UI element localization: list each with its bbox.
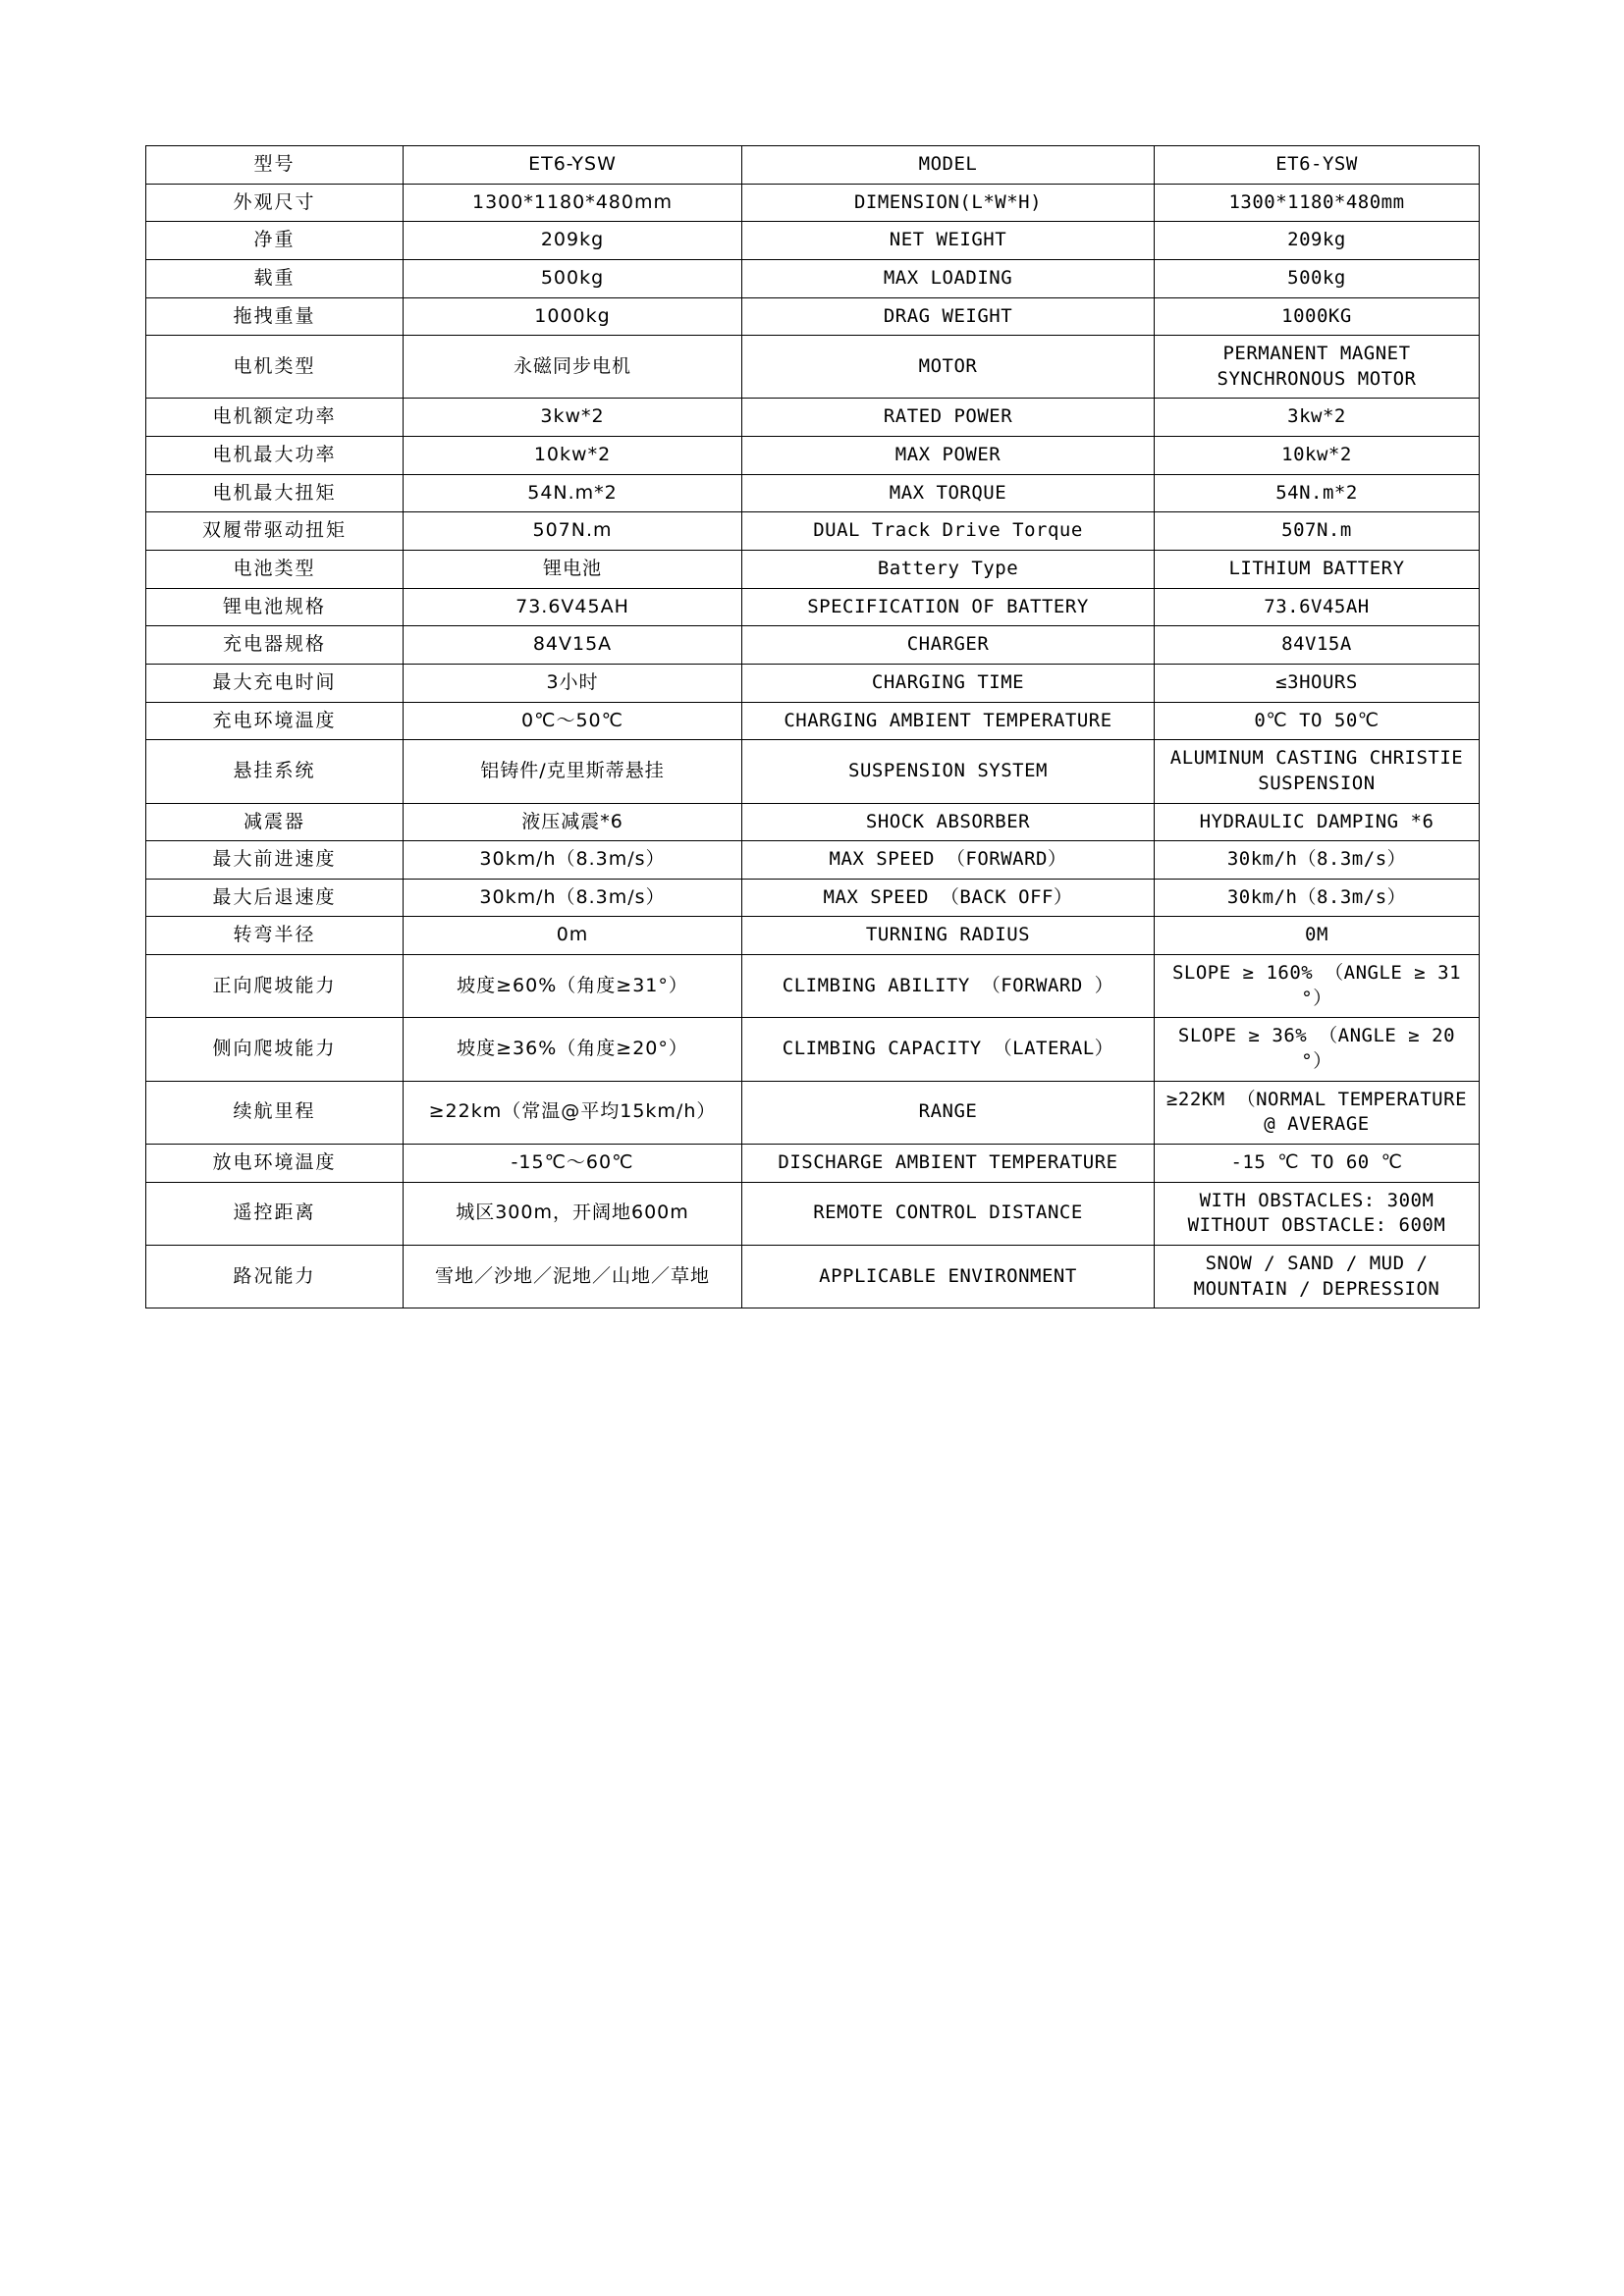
spec-label-en: DRAG WEIGHT bbox=[742, 297, 1155, 336]
spec-label-en: DIMENSION(L*W*H) bbox=[742, 184, 1155, 222]
spec-label-en: APPLICABLE ENVIRONMENT bbox=[742, 1245, 1155, 1308]
table-row bbox=[146, 1018, 1480, 1081]
table-row bbox=[146, 222, 1480, 260]
table-row bbox=[146, 803, 1480, 841]
table-row bbox=[146, 664, 1480, 702]
spec-value-en: 500kg bbox=[1155, 259, 1480, 297]
spec-label-cn: 续航里程 bbox=[146, 1081, 404, 1144]
table-row bbox=[146, 297, 1480, 336]
spec-label-cn: 型号 bbox=[146, 146, 404, 185]
table-row bbox=[146, 551, 1480, 589]
spec-label-cn: 转弯半径 bbox=[146, 917, 404, 955]
spec-label-cn: 载重 bbox=[146, 259, 404, 297]
spec-value-cn: 城区300m，开阔地600m bbox=[404, 1182, 742, 1245]
spec-label-cn: 外观尺寸 bbox=[146, 184, 404, 222]
spec-value-cn: 10kw*2 bbox=[404, 437, 742, 475]
spec-label-en: NET WEIGHT bbox=[742, 222, 1155, 260]
spec-value-en: 84V15A bbox=[1155, 626, 1480, 665]
spec-value-cn: 30km/h（8.3m/s） bbox=[404, 841, 742, 880]
spec-value-en: 0M bbox=[1155, 917, 1480, 955]
spec-label-cn: 电机最大功率 bbox=[146, 437, 404, 475]
table-row bbox=[146, 1144, 1480, 1182]
spec-label-cn: 悬挂系统 bbox=[146, 740, 404, 803]
spec-label-cn: 充电环境温度 bbox=[146, 702, 404, 740]
spec-label-en: DUAL Track Drive Torque bbox=[742, 512, 1155, 551]
spec-label-cn: 减震器 bbox=[146, 803, 404, 841]
spec-label-en: CHARGER bbox=[742, 626, 1155, 665]
spec-label-cn: 电池类型 bbox=[146, 551, 404, 589]
spec-value-cn: 雪地／沙地／泥地／山地／草地 bbox=[404, 1245, 742, 1308]
spec-value-en: 0℃ TO 50℃ bbox=[1155, 702, 1480, 740]
spec-value-en: ≤3HOURS bbox=[1155, 664, 1480, 702]
spec-value-cn: 54N.m*2 bbox=[404, 474, 742, 512]
spec-label-cn: 电机额定功率 bbox=[146, 399, 404, 437]
spec-value-cn: 1000kg bbox=[404, 297, 742, 336]
spec-label-en: CHARGING AMBIENT TEMPERATURE bbox=[742, 702, 1155, 740]
table-row bbox=[146, 259, 1480, 297]
table-row bbox=[146, 1245, 1480, 1308]
table-row bbox=[146, 917, 1480, 955]
table-row bbox=[146, 702, 1480, 740]
spec-label-cn: 放电环境温度 bbox=[146, 1144, 404, 1182]
spec-value-en: SNOW / SAND / MUD / MOUNTAIN / DEPRESSION bbox=[1155, 1245, 1480, 1308]
table-row bbox=[146, 740, 1480, 803]
table-row bbox=[146, 955, 1480, 1018]
table-row bbox=[146, 626, 1480, 665]
spec-label-cn: 最大前进速度 bbox=[146, 841, 404, 880]
spec-label-en: RANGE bbox=[742, 1081, 1155, 1144]
spec-value-en: HYDRAULIC DAMPING *6 bbox=[1155, 803, 1480, 841]
spec-label-cn: 电机类型 bbox=[146, 336, 404, 399]
spec-value-cn: 500kg bbox=[404, 259, 742, 297]
spec-value-en: ALUMINUM CASTING CHRISTIE SUSPENSION bbox=[1155, 740, 1480, 803]
spec-value-cn: 0℃～50℃ bbox=[404, 702, 742, 740]
table-row bbox=[146, 146, 1480, 185]
spec-value-en: -15 ℃ TO 60 ℃ bbox=[1155, 1144, 1480, 1182]
spec-value-en: WITH OBSTACLES: 300M WITHOUT OBSTACLE: 600M bbox=[1155, 1182, 1480, 1245]
spec-label-en: DISCHARGE AMBIENT TEMPERATURE bbox=[742, 1144, 1155, 1182]
spec-value-en: PERMANENT MAGNET SYNCHRONOUS MOTOR bbox=[1155, 336, 1480, 399]
table-row bbox=[146, 474, 1480, 512]
spec-label-en: MAX POWER bbox=[742, 437, 1155, 475]
spec-label-en: CHARGING TIME bbox=[742, 664, 1155, 702]
spec-value-en: LITHIUM BATTERY bbox=[1155, 551, 1480, 589]
specification-table bbox=[145, 145, 1480, 1308]
spec-value-cn: 73.6V45AH bbox=[404, 588, 742, 626]
spec-value-en: SLOPE ≥ 160% （ANGLE ≥ 31 °） bbox=[1155, 955, 1480, 1018]
spec-label-en: CLIMBING CAPACITY （LATERAL） bbox=[742, 1018, 1155, 1081]
spec-label-cn: 锂电池规格 bbox=[146, 588, 404, 626]
spec-label-cn: 充电器规格 bbox=[146, 626, 404, 665]
spec-value-cn: ≥22km（常温@平均15km/h） bbox=[404, 1081, 742, 1144]
spec-label-en: SHOCK ABSORBER bbox=[742, 803, 1155, 841]
spec-label-en: CLIMBING ABILITY （FORWARD ） bbox=[742, 955, 1155, 1018]
spec-label-en: SPECIFICATION OF BATTERY bbox=[742, 588, 1155, 626]
table-row bbox=[146, 879, 1480, 917]
spec-value-en: 54N.m*2 bbox=[1155, 474, 1480, 512]
spec-label-en: MAX SPEED （FORWARD） bbox=[742, 841, 1155, 880]
spec-value-cn: 209kg bbox=[404, 222, 742, 260]
spec-value-en: ≥22KM （NORMAL TEMPERATURE @ AVERAGE bbox=[1155, 1081, 1480, 1144]
spec-value-en: 30km/h（8.3m/s） bbox=[1155, 879, 1480, 917]
spec-label-cn: 最大充电时间 bbox=[146, 664, 404, 702]
spec-value-cn: 坡度≥60%（角度≥31°） bbox=[404, 955, 742, 1018]
spec-label-cn: 正向爬坡能力 bbox=[146, 955, 404, 1018]
spec-label-en: TURNING RADIUS bbox=[742, 917, 1155, 955]
table-row bbox=[146, 1182, 1480, 1245]
spec-value-cn: 坡度≥36%（角度≥20°） bbox=[404, 1018, 742, 1081]
spec-label-en: RATED POWER bbox=[742, 399, 1155, 437]
spec-value-en: 10kw*2 bbox=[1155, 437, 1480, 475]
spec-label-cn: 最大后退速度 bbox=[146, 879, 404, 917]
spec-value-en: SLOPE ≥ 36% （ANGLE ≥ 20 °） bbox=[1155, 1018, 1480, 1081]
spec-value-cn: 锂电池 bbox=[404, 551, 742, 589]
spec-label-en: MODEL bbox=[742, 146, 1155, 185]
spec-label-cn: 路况能力 bbox=[146, 1245, 404, 1308]
table-row bbox=[146, 841, 1480, 880]
spec-label-cn: 双履带驱动扭矩 bbox=[146, 512, 404, 551]
spec-value-en: 209kg bbox=[1155, 222, 1480, 260]
spec-value-en: 1300*1180*480mm bbox=[1155, 184, 1480, 222]
spec-value-cn: 30km/h（8.3m/s） bbox=[404, 879, 742, 917]
spec-label-cn: 侧向爬坡能力 bbox=[146, 1018, 404, 1081]
table-row bbox=[146, 588, 1480, 626]
spec-label-en: MAX LOADING bbox=[742, 259, 1155, 297]
table-row bbox=[146, 184, 1480, 222]
table-row bbox=[146, 336, 1480, 399]
spec-label-en: MAX TORQUE bbox=[742, 474, 1155, 512]
spec-value-en: 73.6V45AH bbox=[1155, 588, 1480, 626]
spec-label-cn: 电机最大扭矩 bbox=[146, 474, 404, 512]
table-row bbox=[146, 437, 1480, 475]
spec-value-cn: -15℃～60℃ bbox=[404, 1144, 742, 1182]
spec-value-cn: 84V15A bbox=[404, 626, 742, 665]
spec-value-cn: 永磁同步电机 bbox=[404, 336, 742, 399]
table-row bbox=[146, 399, 1480, 437]
spec-label-en: Battery Type bbox=[742, 551, 1155, 589]
spec-label-cn: 拖拽重量 bbox=[146, 297, 404, 336]
spec-label-cn: 遥控距离 bbox=[146, 1182, 404, 1245]
table-row bbox=[146, 1081, 1480, 1144]
spec-value-en: 30km/h（8.3m/s） bbox=[1155, 841, 1480, 880]
spec-value-en: 1000KG bbox=[1155, 297, 1480, 336]
spec-value-cn: 3kw*2 bbox=[404, 399, 742, 437]
spec-value-cn: 0m bbox=[404, 917, 742, 955]
table-row bbox=[146, 512, 1480, 551]
spec-value-en: 3kw*2 bbox=[1155, 399, 1480, 437]
spec-label-en: MAX SPEED （BACK OFF） bbox=[742, 879, 1155, 917]
spec-value-en: 507N.m bbox=[1155, 512, 1480, 551]
spec-label-en: SUSPENSION SYSTEM bbox=[742, 740, 1155, 803]
spec-value-cn: 1300*1180*480mm bbox=[404, 184, 742, 222]
spec-value-cn: 铝铸件/克里斯蒂悬挂 bbox=[404, 740, 742, 803]
spec-value-cn: ET6-YSW bbox=[404, 146, 742, 185]
spec-value-cn: 507N.m bbox=[404, 512, 742, 551]
spec-label-en: REMOTE CONTROL DISTANCE bbox=[742, 1182, 1155, 1245]
spec-label-en: MOTOR bbox=[742, 336, 1155, 399]
spec-value-cn: 液压减震*6 bbox=[404, 803, 742, 841]
spec-value-cn: 3小时 bbox=[404, 664, 742, 702]
spec-value-en: ET6-YSW bbox=[1155, 146, 1480, 185]
spec-label-cn: 净重 bbox=[146, 222, 404, 260]
